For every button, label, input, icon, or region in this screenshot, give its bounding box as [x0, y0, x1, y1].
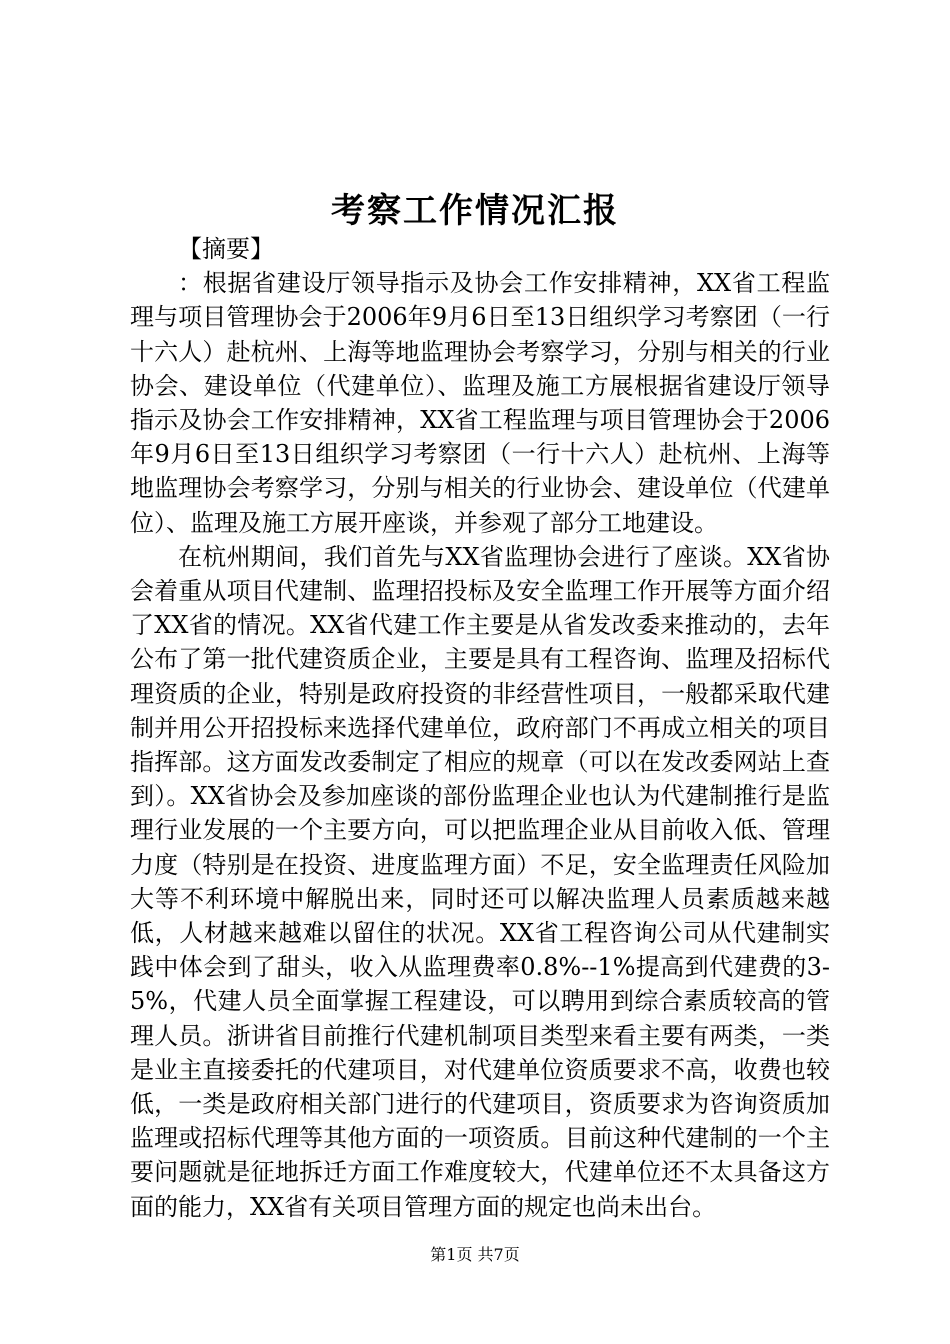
page-footer: 第1页 共7页	[430, 1245, 520, 1264]
abstract-paragraph: ：根据省建设厅领导指示及协会工作安排精神，XX省工程监理与项目管理协会于2006年9月6日至13日组织学习考察团（一行十六人）赴杭州、上海等地监理协会考察学习，分别与相关的行业协会、建设单位（代建单位）、监理及施工方展根据省建设厅领导指示及协会工作安排精神，XX省工程监理与项目管理协会于2006年9月6日至13日组织学习考察团（一行十六人）赴杭州、上海等地监理协会考察学习，分别与相关的行业协会、建设单位（代建单位）、监理及施工方展开座谈，并参观了部分工地建设。	[130, 269, 830, 537]
abstract-label: 【摘要】	[178, 235, 274, 263]
body-paragraph: 在杭州期间，我们首先与XX省监理协会进行了座谈。XX省协会着重从项目代建制、监理招投标及安全监理工作开展等方面介绍了XX省的情况。XX省代建工作主要是从省发改委来推动的，去年公布了第一批代建资质企业，主要是具有工程咨询、监理及招标代理资质的企业，特别是政府投资的非经营性项目，一般都采取代建制并用公开招投标来选择代建单位，政府部门不再成立相关的项目指挥部。这方面发改委制定了相应的规章（可以在发改委网站上查到）。XX省协会及参加座谈的部份监理企业也认为代建制推行是监理行业发展的一个主要方向，可以把监理企业从目前收入低、管理力度（特别是在投资、进度监理方面）不足，安全监理责任风险加大等不利环境中解脱出来，同时还可以解决监理人员素质越来越低，人材越来越难以留住的状况。XX省工程咨询公司从代建制实践中体会到了甜头，收入从监理费率0.8%--1%提高到代建费的3-5%，代建人员全面掌握工程建设，可以聘用到综合素质较高的管理人员。浙讲省目前推行代建机制项目类型来看主要有两类，一类是业主直接委托的代建项目，对代建单位资质要求不高，收费也较低，一类是政府相关部门进行的代建项目，资质要求为咨询资质加监理或招标代理等其他方面的一项资质。目前这种代建制的一个主要问题就是征地拆迁方面工作难度较大，代建单位还不太具备这方面的能力，XX省有关项目管理方面的规定也尚未出台。	[130, 542, 830, 1221]
document-body	[130, 232, 830, 1224]
document-title: 考察工作情况汇报	[331, 191, 619, 231]
